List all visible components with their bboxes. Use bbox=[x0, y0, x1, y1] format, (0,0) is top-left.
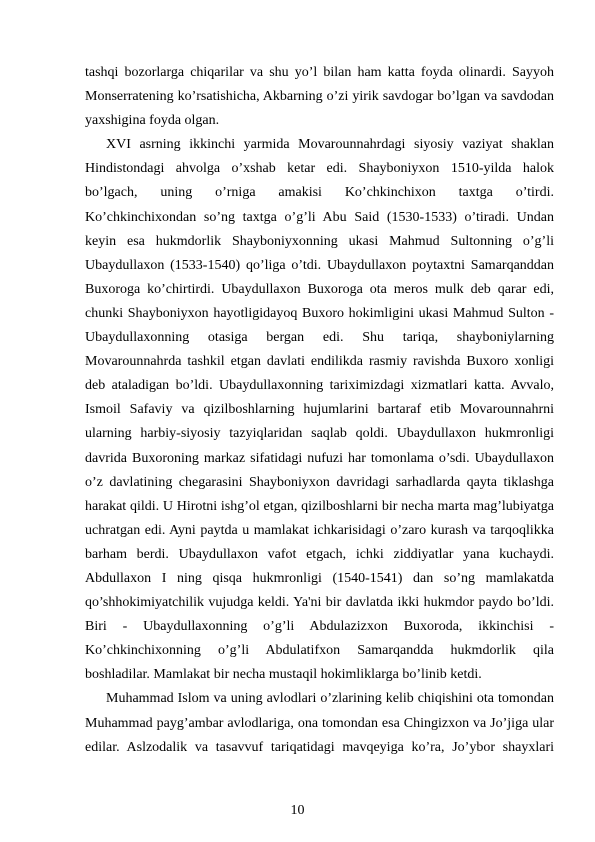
text-line: Movarounnahrda tashkil etgan davlati endilikda rasmiy ravishda Buxoro xonligi bbox=[85, 354, 554, 370]
text-line: harakat qildi. U Hirotni ishg’ol etgan, qizilboshlarni bir necha marta mag’lubiyatga bbox=[85, 498, 554, 514]
text-line: Ko’chkinchixonning o’g’li Abdulatifxon Samarqandda hukmdorlik qila bbox=[85, 643, 554, 659]
text-line: Ubaydullaxon (1533-1540) qo’liga o’tdi. Ubaydullaxon poytaxtni Samarqanddan bbox=[85, 257, 554, 273]
text-line: Muhammad payg’ambar avlodlariga, ona tomondan esa Chingizxon va Jo’jiga ular bbox=[85, 715, 554, 731]
text-line: barham berdi. Ubaydullaxon vafot etgach, ichki ziddiyatlar yana kuchaydi. bbox=[85, 546, 554, 562]
text-line: yaxshigina foyda olgan. bbox=[85, 113, 220, 129]
text-line: Ismoil Safaviy va qizilboshlarning hujumlarini bartaraf etib Movarounnahrni bbox=[85, 402, 554, 418]
text-line: Ubaydullaxonning otasiga bergan edi. Shu tariqa, shayboniylarning bbox=[85, 330, 554, 346]
text-line: qo’shhokimiyatchilik vujudga keldi. Ya'ni bir davlatda ikki hukmdor paydo bo’ldi. bbox=[85, 595, 554, 611]
text-line: o’z davlatining chegarasini Shayboniyxon davridagi sarhadlarda qayta tiklashga bbox=[85, 474, 554, 490]
text-line: deb ataladigan bo’ldi. Ubaydullaxonning tariximizdagi xizmatlari katta. Avvalo, bbox=[85, 378, 554, 394]
text-line: Ko’chkinchixondan so’ng taxtga o’g’li Abu Said (1530-1533) o’tiradi. Undan bbox=[85, 209, 554, 225]
text-line: ularning harbiy-siyosiy tazyiqlaridan saqlab qoldi. Ubaydullaxon hukmronligi bbox=[85, 426, 554, 442]
text-line: davrida Buxoroning markaz sifatidagi nufuzi har tomonlama o’sdi. Ubaydullaxon bbox=[85, 450, 554, 466]
text-line: keyin esa hukmdorlik Shayboniyxonning ukasi Mahmud Sultonning o’g’li bbox=[85, 233, 554, 249]
text-line: XVI asrning ikkinchi yarmida Movarounnahrdagi siyosiy vaziyat shaklan bbox=[106, 137, 554, 153]
text-line: Hindistondagi ahvolga o’xshab ketar edi. Shayboniyxon 1510-yilda halok bbox=[85, 161, 554, 177]
text-line: Biri - Ubaydullaxonning o’g’li Abdulazizxon Buxoroda, ikkinchisi - bbox=[85, 619, 554, 635]
text-line: boshladilar. Mamlakat bir necha mustaqil hokimliklarga bo’linib ketdi. bbox=[85, 667, 482, 683]
text-line: uchratgan edi. Ayni paytda u mamlakat ichkarisidagi o’zaro kurash va tarqoqlikka bbox=[85, 522, 554, 538]
body-text bbox=[85, 61, 554, 760]
text-line: chunki Shayboniyxon hayotligidayoq Buxoro hokimligini ukasi Mahmud Sulton - bbox=[85, 305, 554, 321]
text-line: bo’lgach, uning o’rniga amakisi Ko’chkinchixon taxtga o’tirdi. bbox=[85, 185, 554, 201]
text-line: Muhammad Islom va uning avlodlari o’zlarining kelib chiqishini ota tomondan bbox=[106, 691, 554, 707]
text-line: edilar. Aslzodalik va tasavvuf tariqatidagi mavqeyiga ko’ra, Jo’ybor shayxlari bbox=[85, 739, 554, 755]
text-line: Monserratening ko’rsatishicha, Akbarning o’zi yirik savdogar bo’lgan va savdodan bbox=[85, 89, 554, 105]
text-line: tashqi bozorlarga chiqarilar va shu yo’l bilan ham katta foyda olinardi. Sayyoh bbox=[85, 65, 554, 80]
text-line: Abdullaxon I ning qisqa hukmronligi (1540-1541) dan so’ng mamlakatda bbox=[85, 570, 554, 586]
page-number: 10 bbox=[290, 803, 305, 818]
text-line: Buxoroga ko’chirtirdi. Ubaydullaxon Buxoroga ota meros mulk deb qarar edi, bbox=[85, 281, 554, 297]
